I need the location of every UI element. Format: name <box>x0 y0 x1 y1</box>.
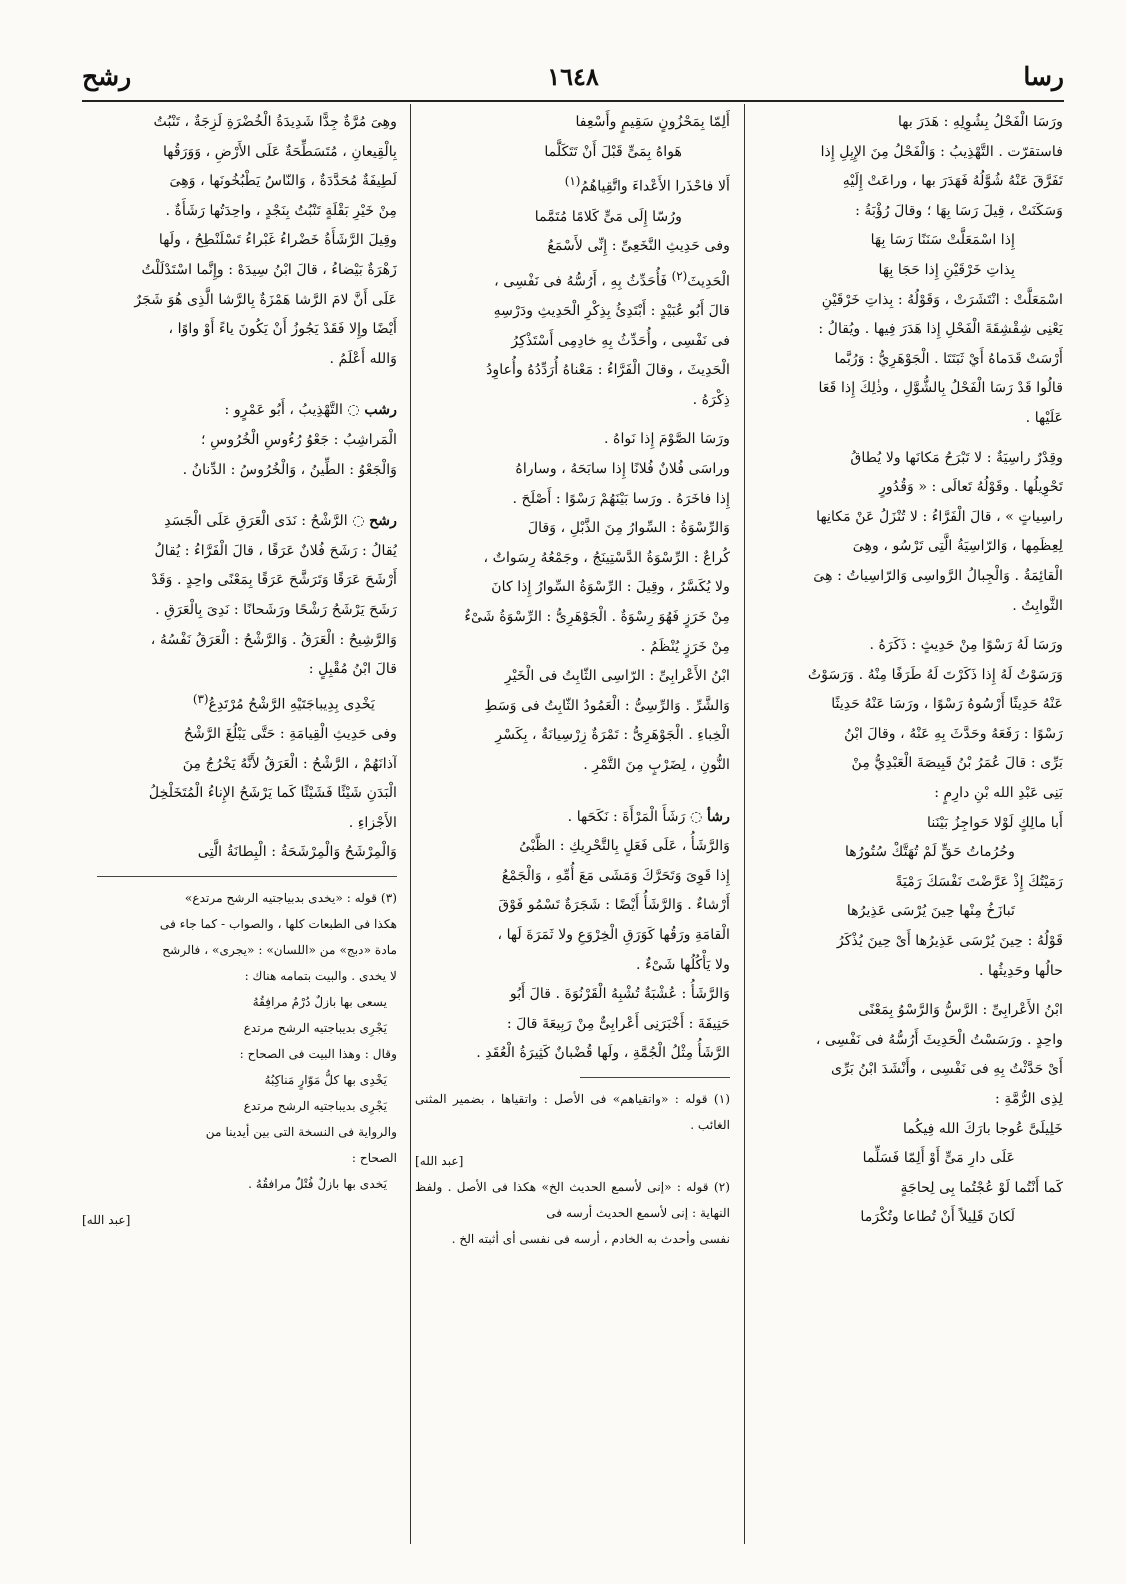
entry-headword: رشح <box>369 513 397 530</box>
verse-line: عَلَى دارِ مَىٍّ أَوْ أَلِمّا فَسَلِّما <box>862 1150 1015 1167</box>
verse-text: أَلا فاحْذَرا الأَعْداءَ واتَّقِياهُمُ <box>580 178 730 195</box>
text-line: وَالْمِرْشَحُ وَالْمِرْشَحَةُ : الْبِطانَةُ الَّتِى <box>197 844 397 861</box>
footnote-verse: يَجْرِى بديباجتيه الرشح مرتدع <box>243 1098 387 1113</box>
text-line: بِالْقِيعانِ ، مُتَسَطِّحَةٌ عَلَى الأَرْضِ ، وَوَرَقُها <box>162 143 397 160</box>
text-fragment: فَأُحَدِّثُ بِهِ ، أَرُسُّهُ فى نَفْسِى ، <box>494 273 672 290</box>
footnote-verse: يَخدى بها بازلٌ فُتْلٌ مرافقُهُ . <box>248 1176 387 1191</box>
text-line: بَرِّى : قالَ عُمَرُ بْنُ قَبِيصَةَ الْعَبْدِيُّ مِنْ <box>851 755 1063 772</box>
text-line: حالُها وحَدِيثُها . <box>979 962 1063 979</box>
page-number: ١٦٤٨ <box>547 62 599 91</box>
text-line: قَوْلُهُ : حِينَ يُرْسَى عَذِيرُها أَىْ حِينَ يُذْكَرُ <box>836 933 1063 950</box>
text-line: لِعِظَمِها ، وَالرّاسِيَةُ الَّتِى تَرْسُو ، وهِىَ <box>852 538 1063 555</box>
text-line: لِذِى الرُّمَّةِ : <box>995 1091 1063 1107</box>
text-line: ورَسَا الْفَحْلُ بِشُوِلِهِ : هَدَرَ بها <box>897 114 1063 130</box>
text-line: وهِىَ مُرَّةٌ جِدًّا شَدِيدَةُ الْخُضْرَةِ لَزِجَةٌ ، تَنْبُتُ <box>153 114 397 130</box>
text-line: راسِياتٍ » ، قالَ الْفَرَّاءُ : لا تُنْزَلُ عَنْ مَكانِها <box>816 508 1063 525</box>
text-line: وَسَكَنَتْ ، قِيلَ رَسَا بِهَا ؛ وقالَ رُؤْبَةُ : <box>855 202 1063 219</box>
footnote: لا يخدى . والبيت بتمامه هناك : <box>244 968 397 983</box>
text-line: يَعْنِى شِقْشِقَةَ الْفَحْلِ إِذا هَدَرَ فِيها . ويُقالُ : <box>818 321 1063 338</box>
text-line: وَالرَّشِيحُ : الْعَرَقُ . وَالرَّشْحُ : الْعَرَقُ نَفْسُهُ ، <box>150 631 397 648</box>
text-line: الأَجْزاءِ . <box>348 814 397 831</box>
verse-line: أَلِمّا بِمَحْزُونٍ سَقِيمٍ وأَسْعِفا <box>575 114 730 130</box>
text-line: وَالشَّرِّ . وَالرِّسِىُّ : الْعَمُودُ الثّابِتُ فى وَسَطِ <box>484 697 730 714</box>
text-line: وقِيلَ الرَّشَأَةُ خَضْراءُ غَبْراءُ تَسْلَنْطِحُ ، ولَها <box>158 232 397 249</box>
text-line: اسْمَعَلَّتْ : انْتَشَرَتْ ، وَقَوْلُهُ : بِذاتِ خَرْقَيْنِ <box>821 291 1063 308</box>
footnote: هكذا فى الطبعات كلها ، والصواب - كما جاء فى <box>159 916 397 931</box>
footnote-separator <box>580 1077 730 1078</box>
text-line: فاستقرّت . التَّهْذِيبُ : وَالْفَحْلُ مِنَ الإِبِلِ إِذا <box>820 143 1063 160</box>
text-line: أَىْ حَدَّثْتُ بِهِ فى نَفْسِى ، وأَنْشَدَ ابْنُ بَرِّى <box>831 1061 1063 1078</box>
text-line: الرَّشَأُ مِثْلُ الْجُمَّةِ ، ولَها قُضْبانٌ كَثِيرَةُ الْعُقَدِ . <box>476 1045 730 1062</box>
text-line: رَشَحَ يَرْشَحُ رَشْحًا ورَشَحانًا : نَدِىَ بِالْعَرَقِ . <box>155 601 397 618</box>
text-line: مِنْ خَرَزٍ يُنْظَمُ . <box>640 638 730 655</box>
verse-line: إِذا اسْمَعَلَّتْ سَنَنًا رَسَا بِهَا <box>870 232 1015 249</box>
footnote-verse: يَجْرِى بديباجتيه الرشح مرتدع <box>243 1020 387 1035</box>
text-line: وَالْجَعْوُ : الطِّينُ ، وَالْخُرُوسُ : الدِّنانُ . <box>182 461 397 478</box>
text-line: وَالله أَعْلَمُ . <box>329 350 397 367</box>
column-right <box>748 108 1063 1568</box>
text-line: ورَسَا الصَّوْمَ إِذا نَواهُ . <box>604 431 730 448</box>
verse-text: يَخْدِى بِدِيباجَتَيْهِ الرَّشْحُ مُرْتَدِعُ <box>208 696 375 713</box>
text-line: الْقامَةِ ورَقُها كَوَرَقِ الْخِرْوَعِ ولا ثَمَرَةَ لَها ، <box>497 926 730 943</box>
verse-line: ورُسّا إِلَى مَىٍّ كَلامًا مُتَمَّما <box>534 208 682 225</box>
column-divider-left <box>410 104 411 1544</box>
footnote-ref: (١) <box>564 174 581 189</box>
page-header <box>82 62 1064 96</box>
footnote-signature: [عبد الله] <box>82 1212 131 1227</box>
text-line: بَنِى عَبْدِ الله بْنِ دارِمٍ : <box>934 785 1063 802</box>
entry-headword: رشأ <box>706 808 730 825</box>
text-line: أَرْشاءٌ . وَالرَّشَأُ أَيْضًا : شَجَرَةٌ تَسْمُو فَوْقَ <box>498 897 730 914</box>
text-fragment: ◌ التَّهْذِيبُ ، أَبُو عَمْرٍو : <box>224 402 365 419</box>
text-line: وراسَى فُلانٌ فُلانًا إِذا سابَحَهُ ، وساراهُ <box>515 461 730 477</box>
text-line: وَالرِّسْوَةُ : السِّوارُ مِنَ الذَّبْلِ ، وَقالَ <box>527 520 730 537</box>
text-line: مِنْ خَرَزٍ فَهُوَ رِسْوَةٌ . الْجَوْهَرِىُّ : الرِّسْوَةُ شَىْءٌ <box>464 608 730 625</box>
footnote-verse: يَخْدِى بها كلُّ مَوّارٍ مَناكِبُهُ <box>264 1072 387 1087</box>
verse-line: كَما أَنْتُما لَوْ عُجْتُما بِى لِحاجَةٍ <box>900 1179 1063 1196</box>
text-line: الْقائِمَةُ . وَالْجِبالُ الرَّواسِى وَالرّاسِياتُ : هِىَ <box>813 567 1063 584</box>
verse-line <box>415 167 730 202</box>
verse-line: لَكانَ قَلِيلاً أَنْ تُطاعا وتُكْرَما <box>860 1209 1015 1226</box>
text-fragment: ◌ رَشَأَ الْمَرْأَةَ : نَكَحَها . <box>567 808 707 825</box>
footnote: (٣) قوله : «يخدى بدبياجتيه الرشح مرتدع» <box>184 890 397 905</box>
verse-line: خَلِيلَىَّ عُوجا بارَكَ الله فِيكُما <box>902 1120 1063 1137</box>
verse-line <box>82 685 397 720</box>
text-line: وقِدْرٌ راسِيَةٌ : لا تَبْرَحُ مَكانَها ولا يُطاقُ <box>850 449 1063 466</box>
column-middle <box>415 108 730 1568</box>
text-line: الْمَراشِبُ : جَعْوُ رُءُوسِ الْخُرُوسِ ؛ <box>201 431 397 448</box>
footnote: والرواية فى النسخة التى بين أيدينا من <box>205 1124 397 1139</box>
entry-line <box>82 396 397 426</box>
verse-line: رَمَيْتُكَ إِذْ عَرَّضْتَ نَفْسَكَ رَمْيَةً <box>895 873 1063 890</box>
header-left-keyword: رشح <box>82 62 132 91</box>
verse-line: بِذاتِ خَرْقَيْنِ إِذا حَجَا بِهَا <box>878 261 1015 278</box>
entry-headword: رشب <box>364 402 397 419</box>
text-line: وَرَسَوْتُ لَهُ إِذا ذَكَرْتَ لَهُ طَرَفًا مِنْهُ . وَرَسَوْتُ <box>807 666 1063 683</box>
verse-line: وحُرُماتُ حَقٍّ لَمْ تُهَتَّكْ سُتُورُها <box>844 844 1015 861</box>
footnote: (١) قوله : «واتقياهم» فى الأصل : واتقياها ، بضمير المثنى الغائب . <box>415 1091 730 1132</box>
text-line: قالُوا قَدْ رَسَا الْفَحْلُ بِالشُّوَّلِ ، وذٰلِكَ إِذا قَعَا <box>818 380 1063 397</box>
entry-line <box>415 803 730 833</box>
text-line: أَيْضًا وإِلا فَقَدْ يَجُوزُ أَنْ يَكُونَ ياءً أَوْ واوًا ، <box>168 321 397 338</box>
text-line: واحِدٍ . ورَسَسْتُ الْحَدِيثَ أَرُسُّهُ فى نَفْسِى ، <box>815 1031 1063 1048</box>
footnote-ref: (٣) <box>192 691 209 706</box>
text-line: وفى حَدِيثِ الْقِيامَةِ : حَتَّى يَبْلُغَ الرَّشْحُ <box>183 726 397 743</box>
verse-line: هَواهُ بِمَىٍّ قَبْلَ أَنْ تَتَكَلَّما <box>544 143 682 160</box>
text-line: مِنْ خَيْرِ بَقْلَةٍ تَنْبُتُ بِنَجْدٍ ، واحِدَتُها رَشَأَةٌ . <box>165 202 397 219</box>
text-line: وَالرَّشَأُ ، عَلَى فَعَلٍ بِالتَّحْرِيكِ : الظَّبْىُ <box>519 838 730 855</box>
footnote-signature: [عبد الله] <box>415 1153 464 1168</box>
footnote-ref: (٢) <box>671 268 688 283</box>
text-line: عَنْهُ حَدِيثًا أَرْسُوهُ رَسْوًا ، ورَسَا عَنْهُ حَدِيثًا <box>831 696 1063 713</box>
footnote: وقال : وهذا البيت فى الصحاح : <box>239 1046 397 1061</box>
text-fragment: الْحَدِيثَ <box>687 273 730 290</box>
text-line: الْبَدَنِ شَيْئًا فَشَيْئًا كَما يَرْشَحُ الإِناءُ الْمُتَخَلْخِلُ <box>148 785 397 802</box>
text-line: كُراعٌ : الرِّسْوَةُ الدَّسْتِينَجُ ، وجَمْعُهُ رِسَواتٌ ، <box>483 549 730 566</box>
text-line <box>415 262 730 297</box>
footnote: مادة «دبج» من «اللسان» : «يجرى» ، فالرشح <box>162 942 397 957</box>
text-line: قالَ ابْنُ مُقْبِلٍ : <box>308 661 397 678</box>
text-line: وفى حَدِيثِ النَّخَعِىِّ : إِنِّى لأَسْمَعُ <box>547 238 730 255</box>
text-line: تَفَرَّقَ عَنْهُ شُوَّلُهُ فَهَدَرَ بها ، وراعَتْ إِلَيْهِ <box>842 173 1063 190</box>
text-line: ولا يُكَسَّرُ ، وقِيلَ : الرِّسْوَةُ السِّوارُ إِذا كانَ <box>491 579 730 596</box>
text-line: إِذا قَوِىَ وَتَحَرَّكَ وَمَشَى مَعَ أُمِّهِ ، وَالْجَمْعُ <box>501 867 730 884</box>
text-line: إِذا فاخَرَهُ . ورَسا بَيْنَهُمْ رَسْوًا : أَصْلَحَ . <box>512 490 730 507</box>
text-line: الْحَدِيثَ ، وقالَ الْفَرَّاءُ : مَعْناهُ أُرَدِّدُهُ وأُعاوِدُ <box>486 362 730 379</box>
text-line: ورَسَا لَهُ رَسْوًا مِنْ حَدِيثٍ : ذَكَرَهُ . <box>869 637 1063 654</box>
text-line: أَرْسَتْ قَدَماهُ أَيْ ثَبَتَتَا . الْجَوْهَرِيُّ : وَرُبَّما <box>834 350 1063 367</box>
footnote-separator <box>97 876 397 877</box>
footnote: الصحاح : <box>351 1150 397 1165</box>
text-line: زَهْرَةٌ بَيْضاءُ ، قالَ ابْنُ سِيدَهْ : وإِنَّما اسْتَدْلَلْتُ <box>141 261 397 278</box>
header-rule <box>82 100 1064 102</box>
text-line: الْخِباءِ . الْجَوْهَرِىُّ : تَمْرَةٌ زِرْسِيانَةٌ ، بِكَسْرِ <box>495 727 730 744</box>
verse-line: أَبا مالِكٍ لَوْلا حَواجِزُ بَيْنَنا <box>927 814 1063 831</box>
text-line: فى نَفْسِى ، وأُحَدِّثُ بِهِ خادِمِى أَسْتَذْكِرُ <box>511 332 730 349</box>
text-line: آذانَهُمْ ، الرَّشْحُ : الْعَرَقُ لأَنَّهُ يَخْرُجُ مِنَ <box>182 755 397 772</box>
text-fragment: ◌ الرَّشْحُ : نَدَى الْعَرَقِ عَلَى الْجَسَدِ <box>164 513 370 530</box>
text-line: قالَ أَبُو عُبَيْدٍ : أَبْتَدِئُ بِذِكْرِ الْحَدِيثِ ودَرْسِهِ <box>493 303 730 320</box>
text-line: أَرْشَحَ عَرَقًا وَتَرَشَّحَ عَرَقًا بِمَعْنًى واحِدٍ . وَقَدْ <box>151 572 397 589</box>
entry-line <box>82 507 397 537</box>
text-line: حَنِيفَةَ : أَخْبَرَنِى أَعْرابِىٌّ مِنْ رَبِيعَةَ قالَ : <box>506 1015 730 1032</box>
text-line: ابْنُ الأَعْرابِىِّ : الرّاسِى الثّابِتُ فى الْخَيْرِ <box>504 668 730 685</box>
text-line: لَطِيفَةٌ مُحَدَّدَةٌ ، وَالنّاسُ يَطْبُخُونَها ، وَهِىَ <box>169 173 397 190</box>
footnote: نفسى وأحدث به الخادم ، أرسه فى نفسى أى أثبته الخ . <box>451 1231 730 1246</box>
text-line: عَلَيْها . <box>1025 409 1063 426</box>
text-line: عَلَى أَنَّ لامَ الرَّشا هَمْزَةٌ بِالرَّشا الَّذِى هُوَ شَجَرٌ <box>134 291 397 308</box>
text-line: رَسْوًا : رَفَعَهُ وحَدَّثَ بِهِ عَنْهُ ، وقالَ ابْنُ <box>844 725 1063 742</box>
text-line: تَحْوِيلُها . وقَوْلُهُ تَعالَى : « وَقُدُورٍ <box>879 479 1063 496</box>
text-line: ولا يَأْكُلُها شَىْءٌ . <box>636 956 730 973</box>
verse-line: تَبازَخُ مِنْها حِينَ يُرْسَى عَذِيرُها <box>846 903 1015 920</box>
text-line: وَالرَّشَأُ : عُشْبَةٌ تُشْبِهُ الْقَرْنُوَةَ . قالَ أَبُو <box>509 986 730 1003</box>
text-line: النُّونِ ، لِضَرْبٍ مِنَ التَّمْرِ . <box>583 756 730 773</box>
text-line: يُقالُ : رَشَحَ فُلانٌ عَرَقًا ، قالَ الْفَرَّاءُ : يُقالُ <box>154 542 397 559</box>
text-line: الثَّوابِتُ . <box>1012 597 1063 614</box>
header-right-keyword: رسا <box>1023 62 1064 91</box>
column-left <box>82 108 397 1568</box>
column-divider-right <box>744 104 745 1544</box>
footnote-verse: يسعى بها بازلٌ دُرْمٌ مرافِقُهُ <box>252 994 387 1009</box>
text-line: ذِكْرَهُ . <box>692 391 730 408</box>
footnote: (٢) قوله : «إنى لأسمع الحديث الخ» هكذا فى الأصل . ولفظ النهاية : إنى لأسمع الحديث أرسه فى <box>415 1179 730 1220</box>
text-line: ابْنُ الأَعْرابِىِّ : الرَّسُّ وَالرَّسْوُ بِمَعْنًى <box>858 1002 1063 1019</box>
